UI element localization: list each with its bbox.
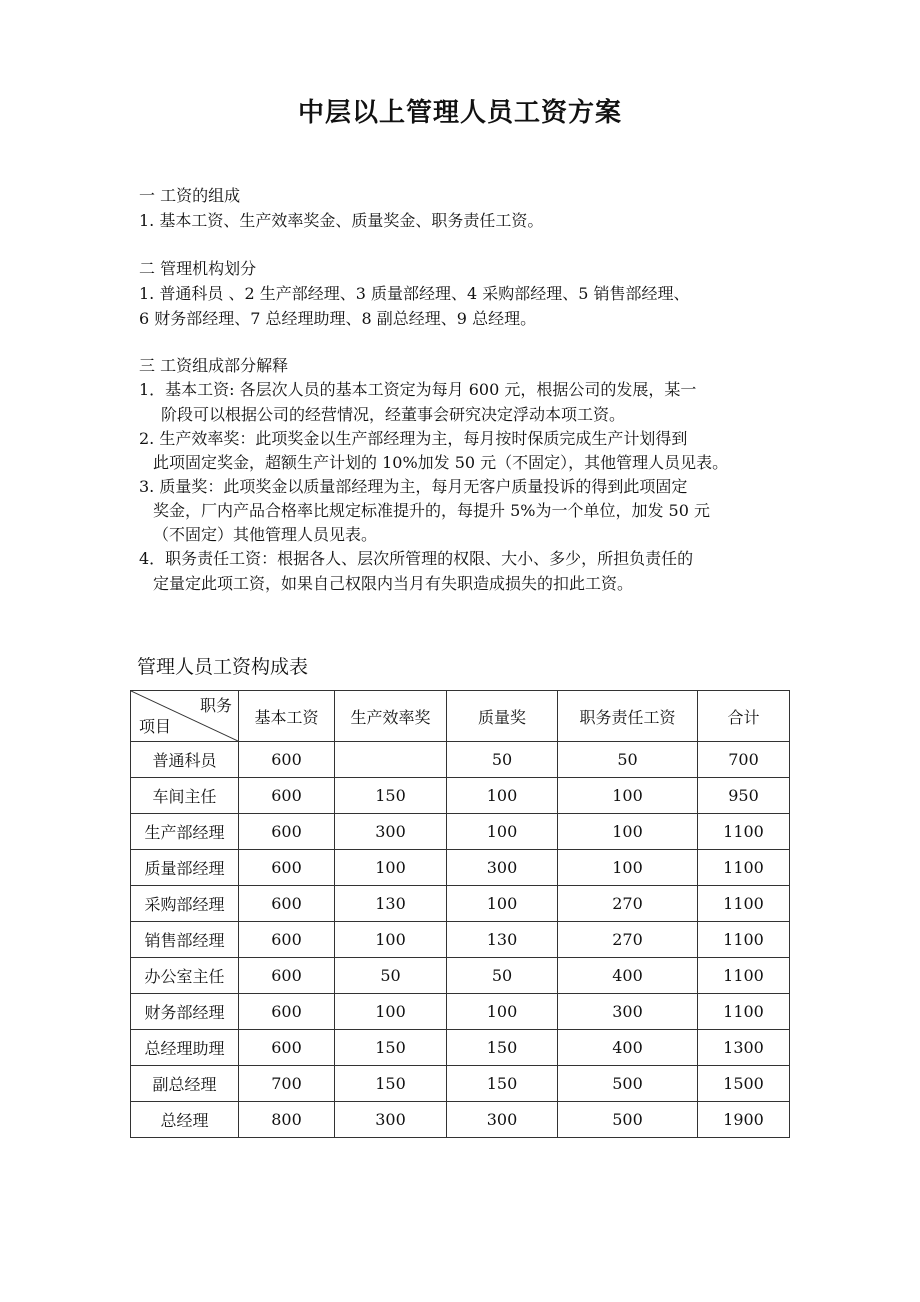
table-caption: 管理人员工资构成表 [137,656,309,678]
header-total: 合计 [698,691,790,742]
efficiency-bonus-cell: 150 [335,1030,447,1066]
table-row [131,814,790,850]
section-2-line-2: 6 财务部经理、7 总经理助理、8 副总经理、9 总经理。 [139,309,537,328]
table-row [131,1102,790,1138]
base-salary-cell: 600 [239,958,335,994]
table-row [131,922,790,958]
total-cell: 1100 [698,886,790,922]
efficiency-bonus-cell: 50 [335,958,447,994]
base-salary-cell: 600 [239,886,335,922]
base-salary-cell: 800 [239,1102,335,1138]
item-3-line-1: 3. 质量奖：此项奖金以质量部经理为主，每月无客户质量投诉的得到此项固定 [139,477,688,496]
table-row [131,886,790,922]
efficiency-bonus-cell: 150 [335,1066,447,1102]
item-2-line-2: 此项固定奖金，超额生产计划的 10%加发 50 元（不固定），其他管理人员见表。 [153,453,729,472]
item-3-line-3: （不固定）其他管理人员见表。 [153,525,378,544]
table-row [131,742,790,778]
item-2-line-1: 2. 生产效率奖：此项奖金以生产部经理为主，每月按时保质完成生产计划得到 [139,429,688,448]
row-title-cell: 副总经理 [131,1066,239,1102]
quality-bonus-cell: 100 [447,994,558,1030]
duty-salary-cell: 50 [558,742,698,778]
table-row [131,1030,790,1066]
header-duty-salary: 职务责任工资 [558,691,698,742]
section-1-line-1: 1. 基本工资、生产效率奖金、质量奖金、职务责任工资。 [139,211,544,230]
row-title-cell: 总经理 [131,1102,239,1138]
duty-salary-cell: 100 [558,814,698,850]
item-1-line-1: 1．基本工资: 各层次人员的基本工资定为每月 600 元，根据公司的发展，某一 [139,380,697,399]
section-heading-1: 一 工资的组成 [139,186,241,205]
total-cell: 1100 [698,922,790,958]
row-title-cell: 车间主任 [131,778,239,814]
item-4-line-1: 4．职务责任工资：根据各人、层次所管理的权限、大小、多少，所担负责任的 [139,549,694,568]
base-salary-cell: 600 [239,778,335,814]
section-heading-2: 二 管理机构划分 [139,259,257,278]
base-salary-cell: 600 [239,742,335,778]
base-salary-cell: 600 [239,814,335,850]
row-title-cell: 质量部经理 [131,850,239,886]
row-title-cell: 普通科员 [131,742,239,778]
duty-salary-cell: 400 [558,958,698,994]
corner-header-cell [131,691,239,742]
header-base-salary: 基本工资 [239,691,335,742]
quality-bonus-cell: 100 [447,814,558,850]
quality-bonus-cell: 50 [447,958,558,994]
section-2-line-1: 1. 普通科员 、2 生产部经理、3 质量部经理、4 采购部经理、5 销售部经理、 [139,284,690,303]
efficiency-bonus-cell: 130 [335,886,447,922]
table-row [131,850,790,886]
total-cell: 1100 [698,814,790,850]
table-row [131,994,790,1030]
quality-bonus-cell: 50 [447,742,558,778]
quality-bonus-cell: 150 [447,1030,558,1066]
row-title-cell: 生产部经理 [131,814,239,850]
duty-salary-cell: 270 [558,922,698,958]
section-heading-3: 三 工资组成部分解释 [139,356,289,375]
total-cell: 1100 [698,850,790,886]
quality-bonus-cell: 150 [447,1066,558,1102]
row-title-cell: 办公室主任 [131,958,239,994]
table-row [131,1066,790,1102]
table-header-row [131,691,790,742]
quality-bonus-cell: 100 [447,886,558,922]
quality-bonus-cell: 300 [447,1102,558,1138]
base-salary-cell: 600 [239,1030,335,1066]
efficiency-bonus-cell [335,742,447,778]
duty-salary-cell: 100 [558,850,698,886]
total-cell: 950 [698,778,790,814]
base-salary-cell: 600 [239,850,335,886]
item-1-line-2: 阶段可以根据公司的经营情况，经董事会研究决定浮动本项工资。 [161,405,626,424]
item-4-line-2: 定量定此项工资，如果自己权限内当月有失职造成损失的扣此工资。 [153,574,634,593]
corner-label-item: 项目 [139,717,172,736]
row-title-cell: 采购部经理 [131,886,239,922]
total-cell: 1300 [698,1030,790,1066]
efficiency-bonus-cell: 150 [335,778,447,814]
total-cell: 1900 [698,1102,790,1138]
efficiency-bonus-cell: 300 [335,814,447,850]
item-3-line-2: 奖金，厂内产品合格率比规定标准提升的，每提升 5%为一个单位，加发 50 元 [153,501,711,520]
table-row [131,778,790,814]
header-efficiency-bonus: 生产效率奖 [335,691,447,742]
quality-bonus-cell: 100 [447,778,558,814]
row-title-cell: 总经理助理 [131,1030,239,1066]
row-title-cell: 财务部经理 [131,994,239,1030]
total-cell: 700 [698,742,790,778]
corner-label-position: 职务 [199,696,232,715]
total-cell: 1100 [698,994,790,1030]
total-cell: 1500 [698,1066,790,1102]
header-quality-bonus: 质量奖 [447,691,558,742]
efficiency-bonus-cell: 100 [335,922,447,958]
row-title-cell: 销售部经理 [131,922,239,958]
total-cell: 1100 [698,958,790,994]
duty-salary-cell: 400 [558,1030,698,1066]
efficiency-bonus-cell: 100 [335,850,447,886]
duty-salary-cell: 300 [558,994,698,1030]
salary-table [130,690,790,1138]
duty-salary-cell: 500 [558,1102,698,1138]
document-title: 中层以上管理人员工资方案 [297,98,622,128]
table-row [131,958,790,994]
base-salary-cell: 600 [239,922,335,958]
efficiency-bonus-cell: 100 [335,994,447,1030]
efficiency-bonus-cell: 300 [335,1102,447,1138]
quality-bonus-cell: 300 [447,850,558,886]
quality-bonus-cell: 130 [447,922,558,958]
base-salary-cell: 600 [239,994,335,1030]
duty-salary-cell: 500 [558,1066,698,1102]
duty-salary-cell: 100 [558,778,698,814]
base-salary-cell: 700 [239,1066,335,1102]
duty-salary-cell: 270 [558,886,698,922]
